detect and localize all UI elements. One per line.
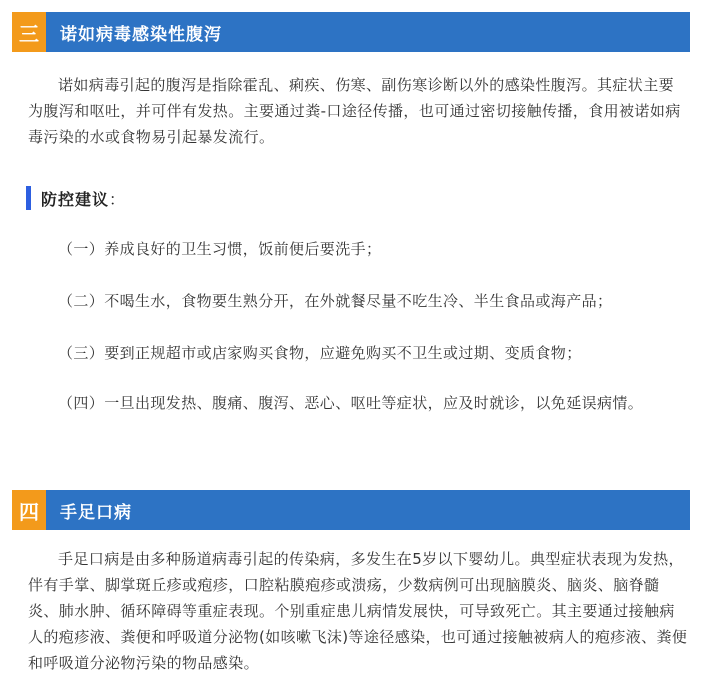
section-title: 手足口病 (60, 502, 132, 523)
advice-item: （一）养成良好的卫生习惯，饭前便后要洗手； (58, 240, 382, 258)
advice-item: （二）不喝生水，食物要生熟分开，在外就餐尽量不吃生冷、半生食品或海产品； (58, 292, 613, 310)
advice-item: （三）要到正规超市或店家购买食物，应避免购买不卫生或过期、变质食物； (58, 344, 582, 362)
section-number-badge: 四 (12, 490, 46, 530)
section-header-4 (12, 490, 690, 530)
section-paragraph: 手足口病是由多种肠道病毒引起的传染病，多发生在5岁以下婴幼儿。典型症状表现为发热，伴有手掌、脚掌斑丘疹或疱疹，口腔粘膜疱疹或溃疡，少数病例可出现脑膜炎、脑炎、脑脊髓炎、肺水肿、循环障碍等重症表现。个别重症患儿病情发展快，可导致死亡。其主要通过接触病人的疱疹液、粪便和呼吸道分泌物(如咳嗽飞沫)等途径感染，也可通过接触被病人的疱疹液、粪便和呼吸道分泌物污染的物品感染。 (28, 550, 688, 672)
advice-heading (26, 186, 126, 210)
advice-item: （四）一旦出现发热、腹痛、腹泻、恶心、呕吐等症状，应及时就诊，以免延误病情。 (58, 394, 644, 412)
section-paragraph: 诺如病毒引起的腹泻是指除霍乱、痢疾、伤寒、副伤寒诊断以外的感染性腹泻。其症状主要为腹泻和呕吐，并可伴有发热。主要通过粪-口途径传播，也可通过密切接触传播，食用被诺如病毒污染的水或食物易引起暴发流行。 (28, 76, 681, 146)
heading-accent-bar (26, 186, 31, 210)
advice-heading-colon: ： (109, 189, 127, 209)
section-header-3 (12, 12, 690, 52)
section-number-badge: 三 (12, 12, 46, 52)
section-title: 诺如病毒感染性腹泻 (60, 24, 222, 45)
advice-heading-text: 防控建议 (41, 189, 110, 209)
